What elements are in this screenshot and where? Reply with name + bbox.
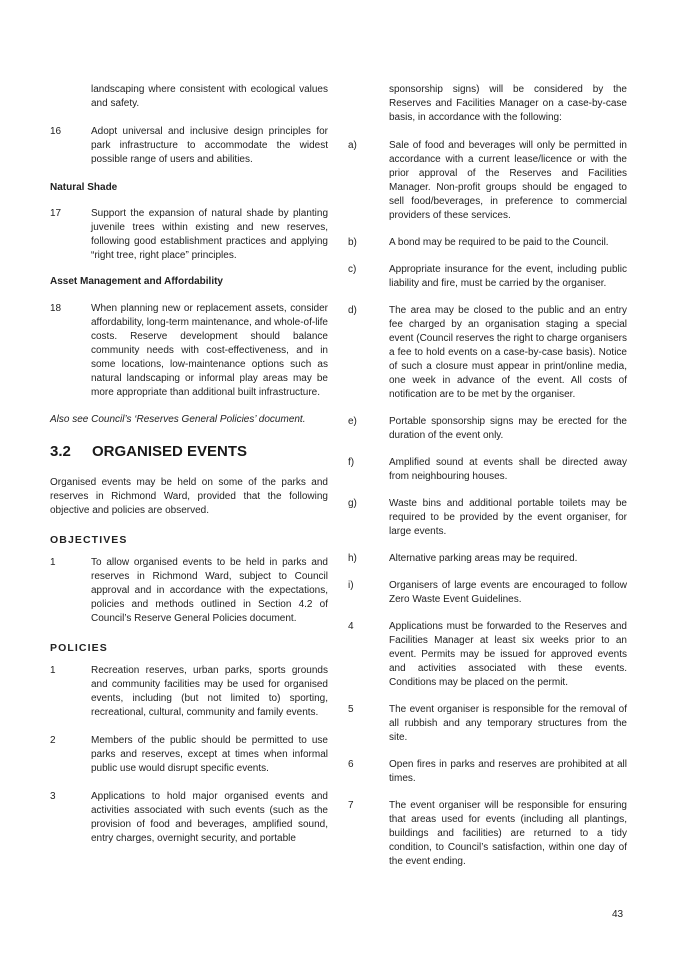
item-letter: h) [348,553,357,564]
item-letter: c) [348,264,357,275]
item-text: Adopt universal and inclusive design principles for park infrastructure to accommodate the widest possible range of users and abilities. [91,126,328,165]
policy-item-17 [50,207,328,263]
policy-item-16 [50,125,328,167]
condition-c [348,263,627,291]
item-number: 1 [50,665,56,676]
item-text: To allow organised events to be held in parks and reserves in Richmond Ward, subject to Council approval and in accordance with the expectations, policies and methods outlined in Section 4.2 of Council’s Reserve General Policies document. [91,557,328,624]
condition-b [348,236,627,250]
item-number: 16 [50,126,62,137]
item-number: 17 [50,208,62,219]
item-letter: b) [348,237,357,248]
item-letter: a) [348,140,357,151]
condition-a [348,139,627,223]
item-text: Organisers of large events are encouraged to follow Zero Waste Event Guidelines. [389,580,627,605]
item-number: 18 [50,303,62,314]
objective-item-1 [50,556,328,626]
section-title: ORGANISED EVENTS [92,443,248,460]
item-text: The event organiser is responsible for the removal of all rubbish and any temporary structures from the site. [389,704,627,743]
item-number: 6 [348,759,354,770]
policy-item-6 [348,758,627,786]
policy-item-7 [348,799,627,869]
reference-note: Also see Council’s ‘Reserves General Policies’ document. [50,414,306,425]
item-number: 4 [348,621,354,632]
item-text: The event organiser will be responsible for ensuring that areas used for events (including all plantings, buildings and facilities) are returned to a tidy condition, to Council’s satisfaction, within one day of the event ending. [389,800,627,867]
left-column [50,83,328,846]
item-number: 2 [50,735,56,746]
section-number: 3.2 [50,443,71,460]
policy-item-5 [348,703,627,745]
item-text: Alternative parking areas may be required. [389,553,578,564]
condition-f [348,456,627,484]
item-text: Waste bins and additional portable toilets may be required to be provided by the event organiser, for large events. [389,498,627,537]
page-number: 43 [612,909,624,920]
condition-h [348,552,627,566]
item-text: Sale of food and beverages will only be permitted in accordance with a current lease/licence or with the prior approval of the Reserves and Facilities Manager. Non-profit groups should be engaged to sell food/beverages, in preference to commercial providers of these services. [389,140,627,221]
item-letter: g) [348,498,357,509]
item-number: 3 [50,791,56,802]
continued-paragraph: landscaping where consistent with ecological values and safety. [91,84,328,109]
policy-item-4 [348,620,627,690]
policy-item-1 [50,664,328,720]
policy-item-2 [50,734,328,776]
item-text: Recreation reserves, urban parks, sports grounds and community facilities may be used for organised events, including (but not limited to) sporting, recreational, cultural, community and family events. [91,665,328,718]
item-letter: d) [348,305,357,316]
policy-item-18 [50,302,328,400]
item-text: When planning new or replacement assets, consider affordability, long-term maintenance, and whole-of-life costs. Reserve development should balance community needs with cost-effectiveness, and in some locations, low-maintenance options such as natural landscaping or informal play areas may be more appropriate than additional built infrastructure. [91,303,328,398]
condition-g [348,497,627,539]
item-text: Appropriate insurance for the event, including public liability and fire, must be carried by the organiser. [389,264,627,289]
item-text: Members of the public should be permitted to use parks and reserves, except at times when informal public use would disrupt specific events. [91,735,328,774]
item-text: Portable sponsorship signs may be erected for the duration of the event only. [389,416,627,441]
policies-heading: POLICIES [50,642,108,654]
condition-i [348,579,627,607]
policy-item-3 [50,790,328,846]
item-letter: e) [348,416,357,427]
item-text: Applications must be forwarded to the Reserves and Facilities Manager at least six weeks prior to an event. Permits may be issued for approved events and activities associated with these events. Conditions may be placed on the permit. [389,621,627,688]
objectives-heading: OBJECTIVES [50,534,128,546]
item-number: 5 [348,704,354,715]
continued-paragraph: sponsorship signs) will be considered by the Reserves and Facilities Manager on a case-by-case basis, in accordance with the following: [389,84,627,123]
item-text: Open fires in parks and reserves are prohibited at all times. [389,759,627,784]
section-intro: Organised events may be held on some of the parks and reserves in Richmond Ward, provided that the following objective and policies are observed. [50,477,328,516]
condition-e [348,415,627,443]
section-heading [50,443,328,461]
item-number: 1 [50,557,56,568]
item-text: Amplified sound at events shall be directed away from neighbouring houses. [389,457,627,482]
item-text: Support the expansion of natural shade by planting juvenile trees within existing and new reserves, following good establishment practices and applying “right tree, right place” principles. [91,208,328,261]
item-text: The area may be closed to the public and an entry fee charged by an organisation staging a special event (Council reserves the right to charge organisers a fee to hold events on a case-by-case basis). Notice of such a closure must appear in print/online media, one week in advance of the event. All costs of notification are to be met by the organiser. [389,305,627,400]
item-text: A bond may be required to be paid to the Council. [389,237,609,248]
subheading-asset-management: Asset Management and Affordability [50,276,223,287]
right-column [348,83,627,869]
subheading-natural-shade: Natural Shade [50,182,118,193]
condition-d [348,304,627,402]
item-letter: f) [348,457,355,468]
item-number: 7 [348,800,354,811]
item-letter: i) [348,580,354,591]
item-text: Applications to hold major organised events and activities associated with such events (such as the provision of food and beverages, amplified sound, entry charges, overnight security, and portable [91,791,328,844]
